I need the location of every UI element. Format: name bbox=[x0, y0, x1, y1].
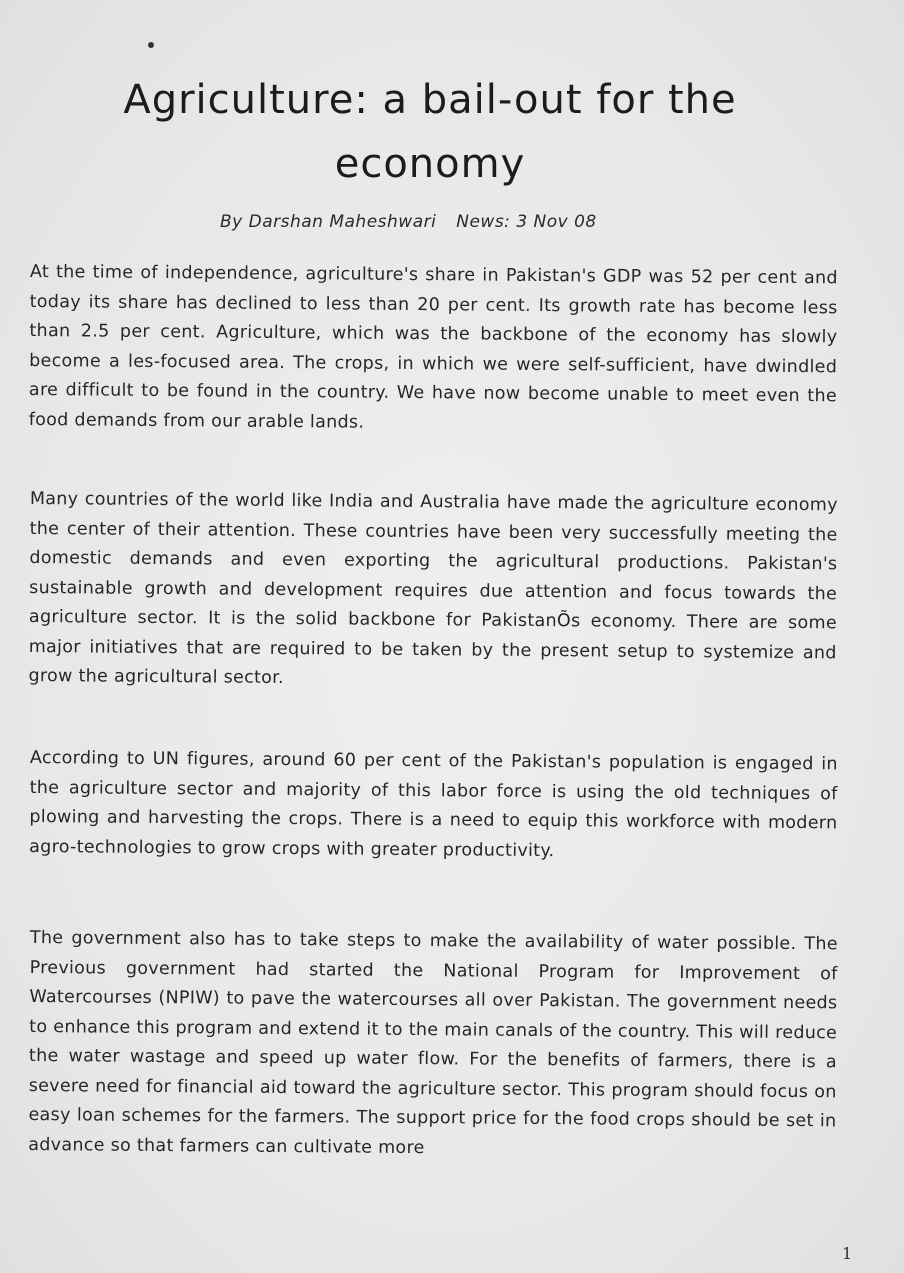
paragraph-un-figures: According to UN figures, around 60 per cent of the Pakistan's population is engaged in the agriculture sector and majority of this labor force is using the old techniques of plowing and harvesting the crops. There is a need to equip this workforce with modern agro-technologies to grow crops with greater productivity. bbox=[29, 747, 838, 861]
article-title: Agriculture: a bail-out for the economy bbox=[123, 77, 737, 187]
paragraph-other-countries: Many countries of the world like India and Australia have made the agriculture economy the center of their attention. These countries have been very successfully meeting the domestic demands and even exporting the agricultural productions. Pakistan's sustainable growth and development requires due attention and focus towards the agriculture sector. It is the solid backbone for PakistanÕs economy. There are some major initiatives that are required to be taken by the present setup to systemize and grow the agricultural sector. bbox=[28, 488, 838, 689]
byline-author: By Darshan Maheshwari bbox=[220, 212, 437, 232]
page-number: 1 bbox=[842, 1244, 853, 1263]
byline-source-date: News: 3 Nov 08 bbox=[456, 212, 597, 232]
paragraph-independence-gdp: At the time of independence, agriculture's share in Pakistan's GDP was 52 per cent and today its share has declined to less than 20 per cent. Its growth rate has become less than 2.5 per cent. Agriculture, which was the backbone of the economy has slowly become a les-focused area. The crops, in which we were self-sufficient, have dwindled are difficult to be found in the country. We have now become unable to meet even the food demands from our arable lands. bbox=[28, 261, 838, 433]
byline bbox=[220, 212, 611, 232]
ink-dot-mark bbox=[148, 42, 154, 48]
paragraph-water-availability: The government also has to take steps to make the availability of water possible. The Previous government had started the National Program for Improvement of Watercourses (NPIW) to pave the watercourses all over Pakistan. The government needs to enhance this program and extend it to the main canals of the country. This will reduce the water wastage and speed up water flow. For the benefits of farmers, there is a severe need for financial aid toward the agriculture sector. This program should focus on easy loan schemes for the farmers. The support price for the food crops should be set in advance so that farmers can cultivate more bbox=[28, 927, 838, 1158]
